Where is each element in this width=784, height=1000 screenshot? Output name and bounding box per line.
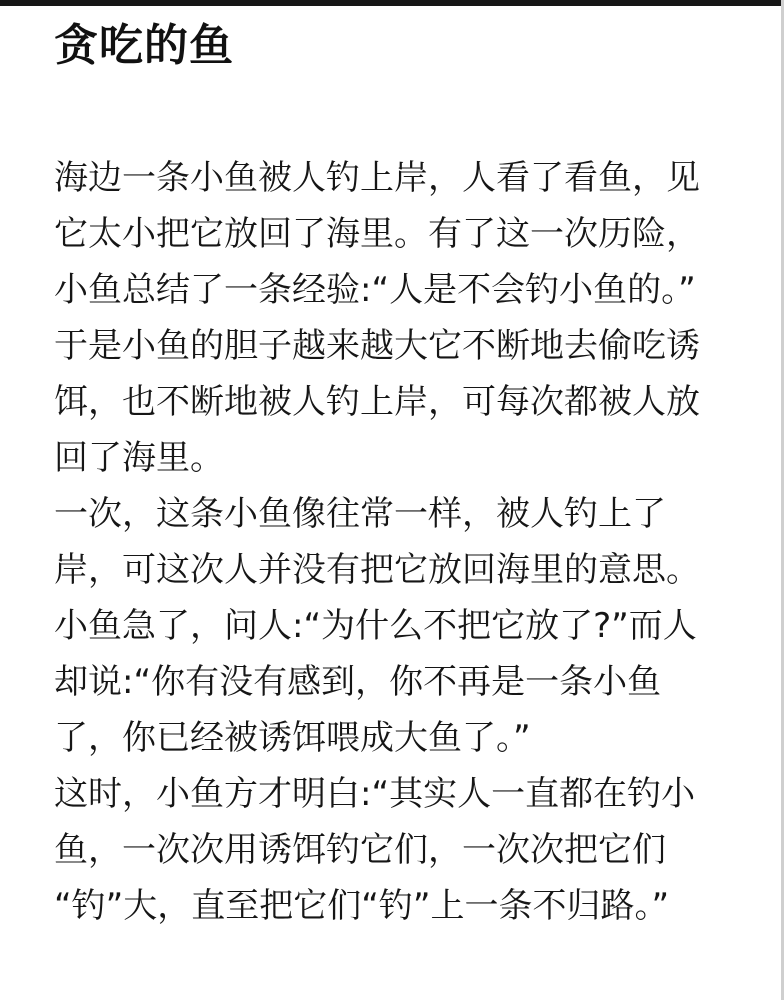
text-line: 小鱼总结了一条经验:“人是不会钓小鱼的。” [54,270,696,310]
text-line: 这时，小鱼方才明白:“其实人一直都在钓小 [54,774,696,814]
text-line: 一次，这条小鱼像往常一样，被人钓上了 [54,494,666,534]
article-body [54,150,754,934]
text-line: 鱼，一次次用诱饵钓它们，一次次把它们 [54,830,666,870]
text-line: 小鱼急了，问人:“为什么不把它放了?”而人 [54,606,697,646]
text-line: 却说:“你有没有感到，你不再是一条小鱼 [54,662,662,702]
text-line: “钓”大，直至把它们“钓”上一条不归路。” [54,886,670,926]
text-line: 它太小把它放回了海里。有了这一次历险， [54,214,700,254]
text-line: 回了海里。 [54,438,224,478]
text-line: 于是小鱼的胆子越来越大它不断地去偷吃诱 [54,326,700,366]
text-line: 岸，可这次人并没有把它放回海里的意思。 [54,550,700,590]
top-bar [0,0,784,6]
text-line: 了，你已经被诱饵喂成大鱼了。” [54,718,531,758]
text-line: 海边一条小鱼被人钓上岸，人看了看鱼，见 [54,158,700,198]
text-line: 饵，也不断地被人钓上岸，可每次都被人放 [54,382,700,422]
article-title: 贪吃的鱼 [54,20,234,71]
